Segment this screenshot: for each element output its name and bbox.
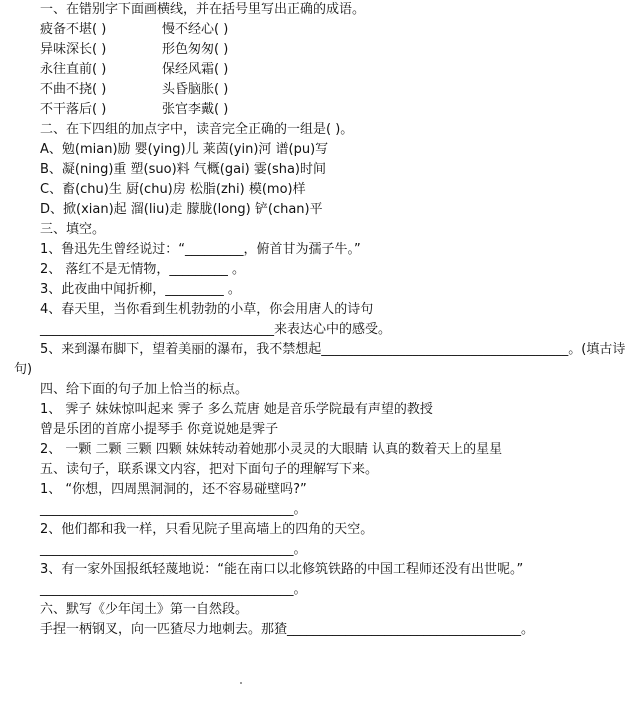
stray-dot [240,682,242,684]
idiom-item: 张官李戴( ) [162,102,229,117]
section-5-title: 五、读句子，联系课文内容，把对下面句子的理解写下来。 [40,462,379,477]
punctuation-question-1: 1、 霁子 妹妹惊叫起来 霁子 多么荒唐 她是音乐学院最有声望的教授 [40,402,433,417]
section-3-title: 三、填空。 [40,222,106,237]
answer-line-2: _______________________________________。 [40,542,307,557]
fill-question-4-blank: ____________________________________来表达心中的感受。 [40,322,392,337]
section-2-title: 二、在下四组的加点字中，读音完全正确的一组是( )。 [40,122,354,137]
section-1-title: 一、在错别字下面画横线，并在括号里写出正确的成语。 [40,2,366,17]
idiom-item: 异味深长( ) [40,42,107,57]
punctuation-question-2: 2、 一颗 二颗 三颗 四颗 妹妹转动着她那小灵灵的大眼睛 认真的数着天上的星星 [40,442,503,457]
reading-question-1: 1、 “你想，四周黑洞洞的，还不容易碰壁吗?” [40,482,307,497]
fill-question-5: 5、来到瀑布脚下，望着美丽的瀑布，我不禁想起______________________________________。(填古诗 [40,342,626,357]
option-a: A、勉(mian)励 婴(ying)儿 莱茵(yin)河 谱(pu)写 [40,142,329,157]
option-d: D、掀(xian)起 溜(liu)走 朦胧(long) 铲(chan)平 [40,202,323,217]
idiom-item: 永往直前( ) [40,62,107,77]
fill-question-1: 1、鲁迅先生曾经说过：“_________，俯首甘为孺子牛。” [40,242,361,257]
option-c: C、畜(chu)生 厨(chu)房 松脂(zhi) 模(mo)样 [40,182,306,197]
section-6-title: 六、默写《少年闰土》第一自然段。 [40,602,249,617]
idiom-item: 形色匆匆( ) [162,42,229,57]
recitation-line: 手捏一柄钢叉，向一匹猹尽力地刺去。那猹____________________________________。 [40,622,535,637]
idiom-item: 不曲不挠( ) [40,82,107,97]
fill-question-5-wrap: 句) [14,362,33,377]
reading-question-2: 2、他们都和我一样，只看见院子里高墙上的四角的天空。 [40,522,374,537]
idiom-item: 慢不经心( ) [162,22,229,37]
fill-question-4: 4、春天里，当你看到生机勃勃的小草，你会用唐人的诗句 [40,302,374,317]
answer-line-1: _______________________________________。 [40,502,307,517]
answer-line-3: _______________________________________。 [40,582,307,597]
reading-question-3: 3、有一家外国报纸轻蔑地说：“能在南口以北修筑铁路的中国工程师还没有出世呢。” [40,562,524,577]
idiom-item: 不干落后( ) [40,102,107,117]
idiom-item: 保经风霜( ) [162,62,229,77]
fill-question-2: 2、 落红不是无情物，_________ 。 [40,262,246,277]
idiom-item: 头昏脑胀( ) [162,82,229,97]
section-4-title: 四、给下面的句子加上恰当的标点。 [40,382,249,397]
punctuation-question-1-cont: 曾是乐团的首席小提琴手 你竟说她是霁子 [40,422,279,437]
option-b: B、凝(ning)重 塑(suo)料 气概(gai) 霎(sha)时间 [40,162,327,177]
fill-question-3: 3、此夜曲中闻折柳，_________ 。 [40,282,241,297]
idiom-item: 疲备不堪( ) [40,22,107,37]
